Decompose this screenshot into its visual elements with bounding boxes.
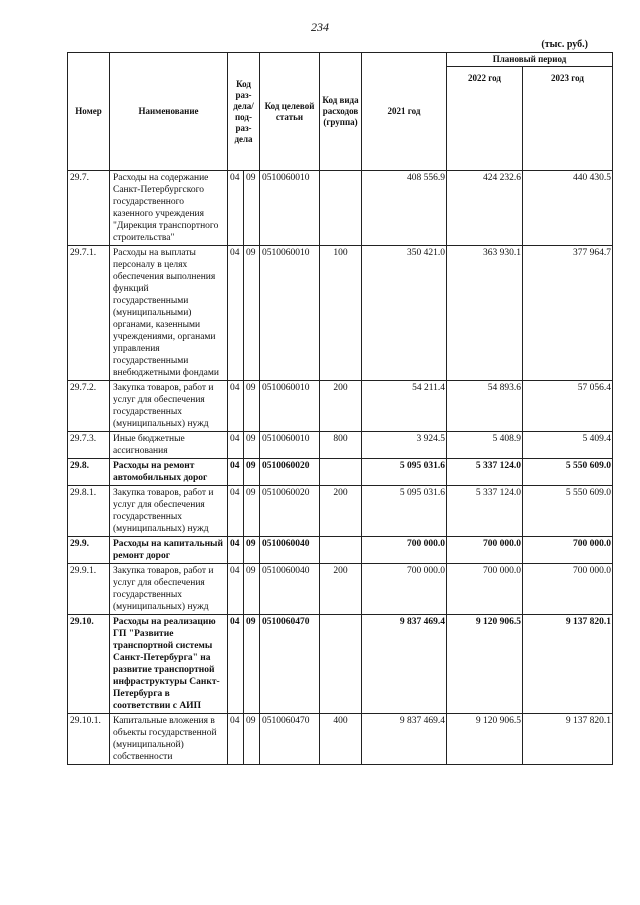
- row-value-2023: 377 964.7: [523, 246, 613, 381]
- row-expense-type-code: 400: [320, 714, 362, 765]
- row-number: 29.7.: [68, 171, 110, 246]
- row-value-2023: 57 056.4: [523, 381, 613, 432]
- row-subsection-code: 09: [244, 537, 260, 564]
- row-value-2022: 9 120 906.5: [447, 615, 523, 714]
- row-name: Расходы на реализацию ГП "Развитие транспортной системы Санкт-Петербурга" на развитие транспортной инфраструктуры Санкт-Петербурга в соответствии с АИП: [110, 615, 228, 714]
- header-planning-period: Плановый период: [447, 53, 613, 67]
- row-expense-type-code: [320, 459, 362, 486]
- row-value-2021: 3 924.5: [362, 432, 447, 459]
- row-subsection-code: 09: [244, 432, 260, 459]
- header-name: Наименование: [110, 53, 228, 171]
- row-expense-type-code: 800: [320, 432, 362, 459]
- row-name: Закупка товаров, работ и услуг для обеспечения государственных (муниципальных) нужд: [110, 381, 228, 432]
- row-section-code: 04: [228, 486, 244, 537]
- page-number: 234: [311, 20, 329, 34]
- header-target: Код целевой статьи: [260, 53, 320, 171]
- row-value-2023: 700 000.0: [523, 564, 613, 615]
- header-year-2021: 2021 год: [362, 53, 447, 171]
- header-year-2022: 2022 год: [447, 67, 523, 171]
- row-name: Расходы на выплаты персоналу в целях обеспечения выполнения функций государственными (муниципальными) органами, казенными учреждениями, органами управления государственными внебюджетными фондами: [110, 246, 228, 381]
- row-subsection-code: 09: [244, 564, 260, 615]
- row-subsection-code: 09: [244, 171, 260, 246]
- row-subsection-code: 09: [244, 615, 260, 714]
- row-number: 29.8.1.: [68, 486, 110, 537]
- row-expense-type-code: 200: [320, 564, 362, 615]
- row-target-code: 0510060010: [260, 171, 320, 246]
- row-target-code: 0510060470: [260, 714, 320, 765]
- row-value-2023: 9 137 820.1: [523, 615, 613, 714]
- table-row: [68, 381, 613, 432]
- row-section-code: 04: [228, 714, 244, 765]
- table-row: [68, 714, 613, 765]
- table-row: [68, 615, 613, 714]
- table-row: [68, 171, 613, 246]
- row-value-2023: 5 550 609.0: [523, 459, 613, 486]
- table-row: [68, 459, 613, 486]
- row-value-2023: 9 137 820.1: [523, 714, 613, 765]
- row-target-code: 0510060470: [260, 615, 320, 714]
- row-value-2022: 9 120 906.5: [447, 714, 523, 765]
- row-number: 29.8.: [68, 459, 110, 486]
- row-number: 29.9.: [68, 537, 110, 564]
- units-label: (тыс. руб.): [541, 39, 588, 50]
- table-row: [68, 486, 613, 537]
- row-section-code: 04: [228, 459, 244, 486]
- row-number: 29.10.1.: [68, 714, 110, 765]
- row-subsection-code: 09: [244, 714, 260, 765]
- row-section-code: 04: [228, 615, 244, 714]
- row-expense-type-code: 100: [320, 246, 362, 381]
- row-value-2022: 424 232.6: [447, 171, 523, 246]
- row-value-2021: 700 000.0: [362, 564, 447, 615]
- row-expense-type-code: 200: [320, 486, 362, 537]
- row-name: Закупка товаров, работ и услуг для обеспечения государственных (муниципальных) нужд: [110, 564, 228, 615]
- row-name: Капитальные вложения в объекты государственной (муниципальной) собственности: [110, 714, 228, 765]
- header-expense-type: Код вида расходов (группа): [320, 53, 362, 171]
- row-subsection-code: 09: [244, 381, 260, 432]
- row-value-2022: 700 000.0: [447, 564, 523, 615]
- row-number: 29.7.1.: [68, 246, 110, 381]
- row-value-2023: 5 409.4: [523, 432, 613, 459]
- row-number: 29.9.1.: [68, 564, 110, 615]
- header-number: Номер: [68, 53, 110, 171]
- row-expense-type-code: [320, 537, 362, 564]
- row-value-2021: 5 095 031.6: [362, 486, 447, 537]
- row-subsection-code: 09: [244, 246, 260, 381]
- row-value-2021: 350 421.0: [362, 246, 447, 381]
- header-year-2023: 2023 год: [523, 67, 613, 171]
- row-value-2022: 5 408.9: [447, 432, 523, 459]
- row-number: 29.10.: [68, 615, 110, 714]
- row-value-2021: 54 211.4: [362, 381, 447, 432]
- row-subsection-code: 09: [244, 486, 260, 537]
- row-value-2022: 700 000.0: [447, 537, 523, 564]
- row-expense-type-code: [320, 171, 362, 246]
- row-target-code: 0510060020: [260, 459, 320, 486]
- row-section-code: 04: [228, 246, 244, 381]
- header-section: Код раз-дела/ под-раз-дела: [228, 53, 260, 171]
- row-value-2021: 9 837 469.4: [362, 714, 447, 765]
- row-name: Расходы на капитальный ремонт дорог: [110, 537, 228, 564]
- budget-table: [67, 52, 613, 765]
- row-name: Иные бюджетные ассигнования: [110, 432, 228, 459]
- row-section-code: 04: [228, 537, 244, 564]
- row-value-2022: 5 337 124.0: [447, 486, 523, 537]
- row-section-code: 04: [228, 564, 244, 615]
- row-value-2022: 5 337 124.0: [447, 459, 523, 486]
- row-value-2022: 54 893.6: [447, 381, 523, 432]
- row-expense-type-code: 200: [320, 381, 362, 432]
- row-target-code: 0510060010: [260, 432, 320, 459]
- table-row: [68, 432, 613, 459]
- row-value-2022: 363 930.1: [447, 246, 523, 381]
- row-section-code: 04: [228, 171, 244, 246]
- row-section-code: 04: [228, 381, 244, 432]
- row-subsection-code: 09: [244, 459, 260, 486]
- row-target-code: 0510060040: [260, 537, 320, 564]
- row-section-code: 04: [228, 432, 244, 459]
- row-target-code: 0510060020: [260, 486, 320, 537]
- row-value-2021: 408 556.9: [362, 171, 447, 246]
- row-expense-type-code: [320, 615, 362, 714]
- table-row: [68, 537, 613, 564]
- row-value-2021: 5 095 031.6: [362, 459, 447, 486]
- row-value-2021: 700 000.0: [362, 537, 447, 564]
- row-value-2023: 700 000.0: [523, 537, 613, 564]
- row-name: Закупка товаров, работ и услуг для обеспечения государственных (муниципальных) нужд: [110, 486, 228, 537]
- row-target-code: 0510060010: [260, 381, 320, 432]
- row-number: 29.7.3.: [68, 432, 110, 459]
- row-target-code: 0510060010: [260, 246, 320, 381]
- row-number: 29.7.2.: [68, 381, 110, 432]
- row-value-2023: 440 430.5: [523, 171, 613, 246]
- row-value-2021: 9 837 469.4: [362, 615, 447, 714]
- row-value-2023: 5 550 609.0: [523, 486, 613, 537]
- table-row: [68, 246, 613, 381]
- row-name: Расходы на ремонт автомобильных дорог: [110, 459, 228, 486]
- table-row: [68, 564, 613, 615]
- row-name: Расходы на содержание Санкт-Петербургского государственного казенного учреждения "Дирекция транспортного строительства": [110, 171, 228, 246]
- row-target-code: 0510060040: [260, 564, 320, 615]
